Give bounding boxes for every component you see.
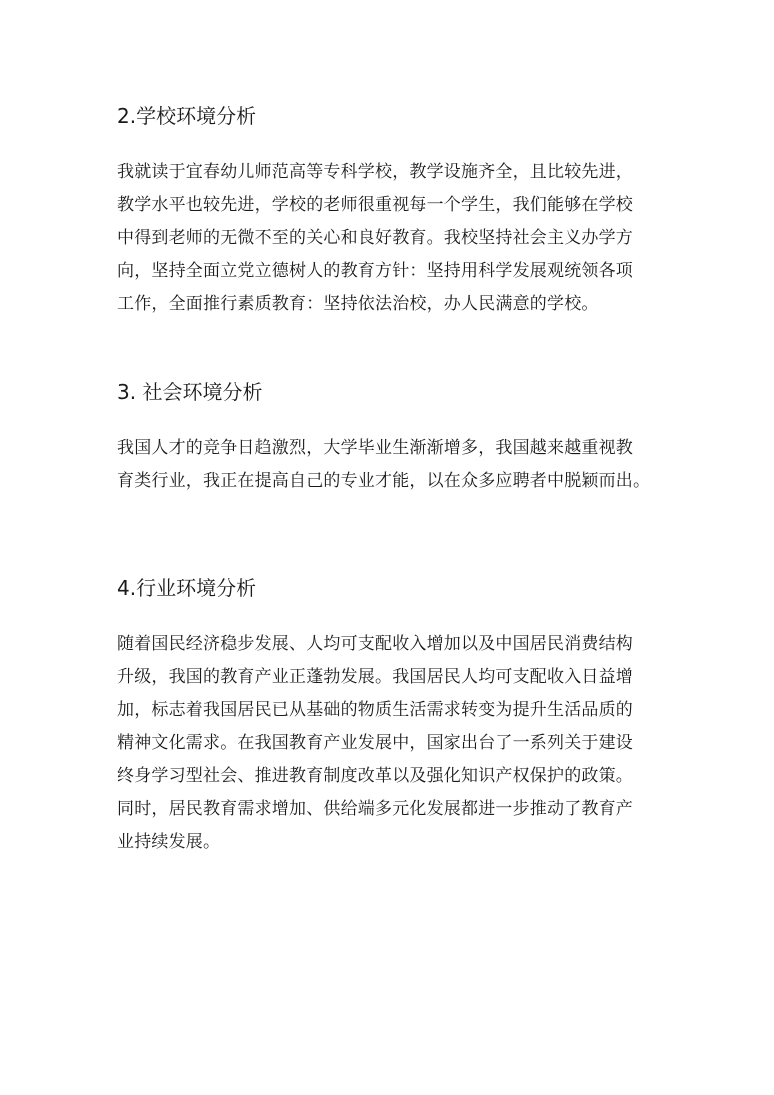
paragraph-line: 工作，全面推行素质教育：坚持依法治校，办人民满意的学校。 [117, 294, 599, 314]
paragraph-line: 加，标志着我国居民已从基础的物质生活需求转变为提升生活品质的 [117, 700, 633, 720]
paragraph-line: 随着国民经济稳步发展、人均可支配收入增加以及中国居民消费结构 [117, 634, 633, 654]
paragraph-line: 中得到老师的无微不至的关心和良好教育。我校坚持社会主义办学方 [117, 228, 633, 248]
paragraph-line: 升级，我国的教育产业正蓬勃发展。我国居民人均可支配收入日益增 [117, 667, 633, 687]
paragraph-line: 育类行业，我正在提高自己的专业才能，以在众多应聘者中脱颖而出。 [117, 471, 651, 491]
section-heading-industry-environment: 4.行业环境分析 [117, 576, 257, 600]
section-heading-school-environment: 2.学校环境分析 [117, 104, 257, 128]
paragraph-line: 同时，居民教育需求增加、供给端多元化发展都进一步推动了教育产 [117, 799, 633, 819]
paragraph-line: 我就读于宜春幼儿师范高等专科学校，教学设施齐全，且比较先进， [117, 162, 633, 182]
paragraph-line: 我国人才的竞争日趋激烈，大学毕业生渐渐增多，我国越来越重视教 [117, 438, 633, 458]
section-heading-social-environment: 3. 社会环境分析 [117, 380, 263, 404]
paragraph-line: 终身学习型社会、推进教育制度改革以及强化知识产权保护的政策。 [117, 766, 633, 786]
paragraph-line: 业持续发展。 [117, 832, 221, 852]
paragraph-industry-environment [117, 628, 662, 859]
paragraph-line: 向，坚持全面立党立德树人的教育方针：坚持用科学发展观统领各项 [117, 261, 633, 281]
paragraph-line: 精神文化需求。在我国教育产业发展中，国家出台了一系列关于建设 [117, 733, 633, 753]
paragraph-school-environment [117, 156, 662, 321]
paragraph-social-environment [117, 432, 662, 498]
paragraph-line: 教学水平也较先进，学校的老师很重视每一个学生，我们能够在学校 [117, 195, 633, 215]
